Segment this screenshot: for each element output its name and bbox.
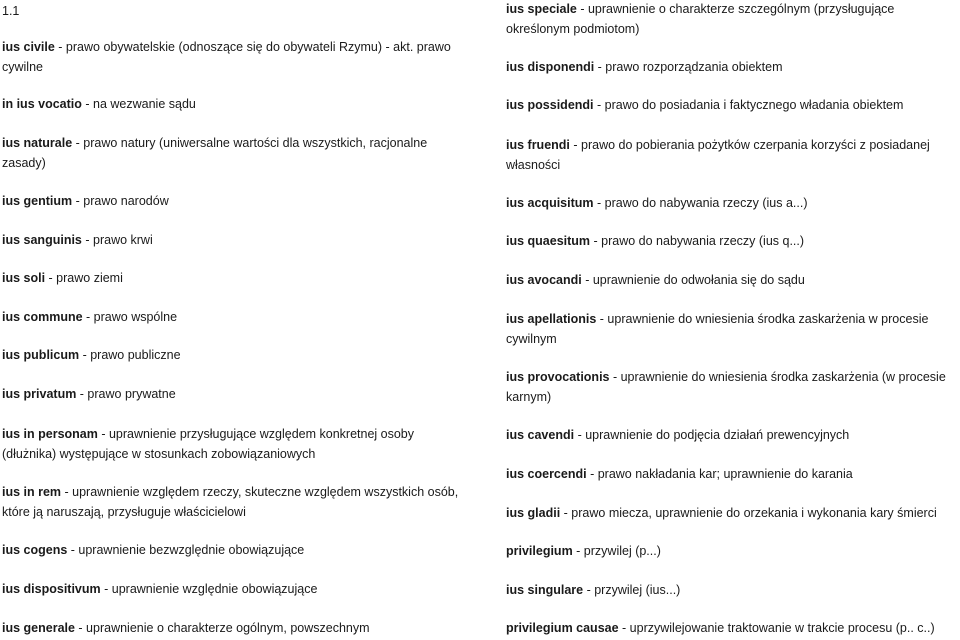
entry-term: ius civile [2, 40, 55, 54]
entry-definition: - prawo wspólne [82, 310, 178, 324]
glossary-entry [2, 95, 468, 115]
entry-definition: - prawo narodów [72, 194, 169, 208]
entry-definition: - prawo natury (uniwersalne wartości dla wszystkich, racjonalne zasady) [2, 136, 428, 170]
glossary-entry [2, 385, 468, 405]
glossary-entry [506, 426, 956, 446]
glossary-entry [2, 134, 468, 173]
glossary-entry [2, 483, 468, 522]
entry-term: ius dispositivum [2, 582, 101, 596]
entry-definition: - prawo publiczne [79, 348, 181, 362]
glossary-entry [2, 346, 468, 366]
entry-term: privilegium [506, 544, 573, 558]
entry-term: ius gentium [2, 194, 73, 208]
entry-definition: - prawo ziemi [45, 271, 123, 285]
glossary-entry [2, 541, 468, 561]
entry-definition: - uprawnienie do wniesienia środka zaskarżenia w procesie cywilnym [506, 312, 929, 346]
glossary-entry [506, 96, 956, 116]
glossary-entry [506, 58, 956, 78]
entry-definition: - prawo do pobierania pożytków czerpania korzyści z posiadanej własności [506, 138, 930, 172]
entry-term: ius fruendi [506, 138, 570, 152]
glossary-entry [506, 310, 956, 349]
glossary-entry [506, 542, 956, 562]
glossary-entry [2, 619, 468, 639]
entry-term: privilegium causae [506, 621, 619, 635]
entry-definition: - uprawnienie do wniesienia środka zaskarżenia (w procesie karnym) [506, 370, 946, 404]
glossary-entry [506, 136, 956, 175]
glossary-entry [2, 231, 468, 251]
entry-definition: - prawo do nabywania rzeczy (ius q...) [590, 234, 805, 248]
entry-definition: - uprawnienie bezwzględnie obowiązujące [67, 543, 305, 557]
entry-term: ius cavendi [506, 428, 575, 442]
entry-term: ius cogens [2, 543, 68, 557]
glossary-entry [2, 38, 468, 77]
entry-term: ius provocationis [506, 370, 610, 384]
entry-definition: - prawo krwi [81, 233, 153, 247]
entry-definition: - prawo do nabywania rzeczy (ius a...) [593, 196, 808, 210]
entry-term: ius gladii [506, 506, 561, 520]
entry-term: ius naturale [2, 136, 73, 150]
entry-definition: - przywilej (p...) [572, 544, 661, 558]
glossary-entry [506, 465, 956, 485]
entry-definition: - uprawnienie do podjęcia działań prewencyjnych [574, 428, 850, 442]
entry-definition: - prawo rozporządzania obiektem [594, 60, 783, 74]
entry-term: ius privatum [2, 387, 77, 401]
entry-term: ius quaesitum [506, 234, 591, 248]
entry-definition: - prawo do posiadania i faktycznego władania obiektem [593, 98, 904, 112]
entry-term: ius commune [2, 310, 83, 324]
entry-definition: - uprzywilejowanie traktowanie w trakcie procesu (p.. c..) [618, 621, 935, 635]
entry-definition: - prawo obywatelskie (odnoszące się do obywateli Rzymu) - akt. prawo cywilne [2, 40, 451, 74]
entry-term: ius sanguinis [2, 233, 82, 247]
entry-term: ius soli [2, 271, 46, 285]
glossary-entry [506, 504, 956, 524]
entry-definition: - przywilej (ius...) [583, 583, 681, 597]
glossary-entry [2, 580, 468, 600]
glossary-entry [506, 194, 956, 214]
glossary-entry [2, 192, 468, 212]
entry-definition: - prawo prywatne [76, 387, 176, 401]
entry-term: ius speciale [506, 2, 577, 16]
entry-term: ius disponendi [506, 60, 595, 74]
glossary-entry [506, 619, 956, 639]
entry-term: ius publicum [2, 348, 80, 362]
glossary-entry [2, 269, 468, 289]
entry-definition: - uprawnienie przysługujące względem konkretnej osoby (dłużnika) występujące w stosunkach zobowiązaniowych [2, 427, 414, 461]
entry-definition: - na wezwanie sądu [81, 97, 196, 111]
glossary-entry [506, 368, 956, 407]
entry-definition: - prawo nakładania kar; uprawnienie do karania [586, 467, 853, 481]
entry-definition: - uprawnienie do odwołania się do sądu [581, 273, 805, 287]
entry-term: in ius vocatio [2, 97, 82, 111]
glossary-entry [506, 581, 956, 601]
entry-term: ius acquisitum [506, 196, 594, 210]
glossary-entry [506, 0, 956, 39]
entry-definition: - uprawnienie względnie obowiązujące [100, 582, 318, 596]
page-heading: 1.1 [2, 4, 20, 18]
entry-term: ius in rem [2, 485, 62, 499]
entry-term: ius in personam [2, 427, 98, 441]
entry-term: ius generale [2, 621, 75, 635]
entry-definition: - uprawnienie względem rzeczy, skuteczne względem wszystkich osób, które ją naruszają, przysługuje właścicielowi [2, 485, 459, 519]
entry-definition: - uprawnienie o charakterze szczególnym (przysługujące określonym podmiotom) [506, 2, 895, 36]
entry-term: ius coercendi [506, 467, 587, 481]
entry-term: ius apellationis [506, 312, 597, 326]
glossary-entry [506, 232, 956, 252]
entry-term: ius avocandi [506, 273, 582, 287]
entry-term: ius possidendi [506, 98, 594, 112]
glossary-entry [2, 425, 468, 464]
entry-definition: - prawo miecza, uprawnienie do orzekania i wykonania kary śmierci [560, 506, 937, 520]
glossary-entry [2, 308, 468, 328]
entry-definition: - uprawnienie o charakterze ogólnym, powszechnym [74, 621, 370, 635]
entry-term: ius singulare [506, 583, 584, 597]
glossary-entry [506, 271, 956, 291]
